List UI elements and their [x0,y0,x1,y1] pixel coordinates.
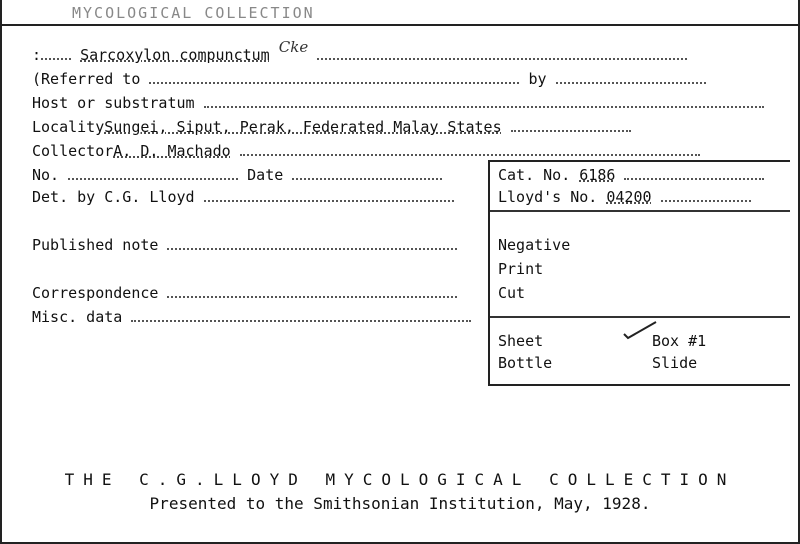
name-prefix: : [32,46,42,64]
slide-label: Slide [652,354,698,372]
lloyd-label: Lloyd's No. [498,188,598,206]
dots [511,118,631,132]
misc-label: Misc. data [32,308,123,326]
footer-subtitle: Presented to the Smithsonian Institution, May, 1928. [149,494,651,513]
published-label: Published note [32,236,159,254]
dots [68,166,238,180]
card-header-faint: MYCOLOGICAL COLLECTION [72,4,315,22]
dots [204,94,764,108]
misc-line [32,306,471,328]
cat-row [498,164,764,186]
cat-label: Cat. No. [498,166,571,184]
dots [131,308,471,322]
correspondence-label: Correspondence [32,284,159,302]
locality-line [32,116,631,138]
det-line [32,186,454,208]
box-separator [490,210,790,212]
correspondence-line [32,282,457,304]
dots [149,70,519,84]
species-name: Sarcoxylon compunctum [80,46,270,64]
number-date-line [32,164,442,186]
top-rule [2,24,798,26]
dots [556,70,706,84]
by-label: by [528,70,547,88]
dots [167,236,457,250]
referred-label: (Referred to [32,70,141,88]
host-line [32,92,764,114]
lloyd-row [498,186,751,208]
lloyd-value: 04200 [606,188,652,206]
dots [661,188,751,202]
box-number-label: Box #1 [652,332,707,350]
collector-label: Collector [32,142,114,160]
host-label: Host or substratum [32,94,195,112]
checkmark-icon [620,318,660,340]
dots [624,166,764,180]
dots [292,166,442,180]
sheet-label: Sheet [498,332,544,350]
cat-value: 6186 [579,166,616,184]
name-line [32,38,687,66]
footer-title: THE C.G.LLOYD MYCOLOGICAL COLLECTION [64,470,736,489]
dots [204,188,454,202]
no-label: No. [32,166,60,184]
locality-label: Locality [32,118,105,136]
published-line [32,234,457,256]
collector-value: A. D. Machado [113,142,231,160]
species-annotation: Cke [278,38,309,56]
bottle-label: Bottle [498,354,553,372]
collector-line [32,140,700,162]
negative-row: Negative [498,236,571,254]
det-label: Det. by C.G. Lloyd [32,188,195,206]
dots [317,46,687,60]
print-row: Print [498,260,544,278]
dots [167,284,457,298]
catalog-box [488,160,790,386]
date-label: Date [247,166,284,184]
referred-line [32,68,706,90]
locality-value: Sungei, Siput, Perak, Federated Malay States [104,118,502,136]
cut-row: Cut [498,284,526,302]
dots [41,46,71,60]
dots [240,142,700,156]
